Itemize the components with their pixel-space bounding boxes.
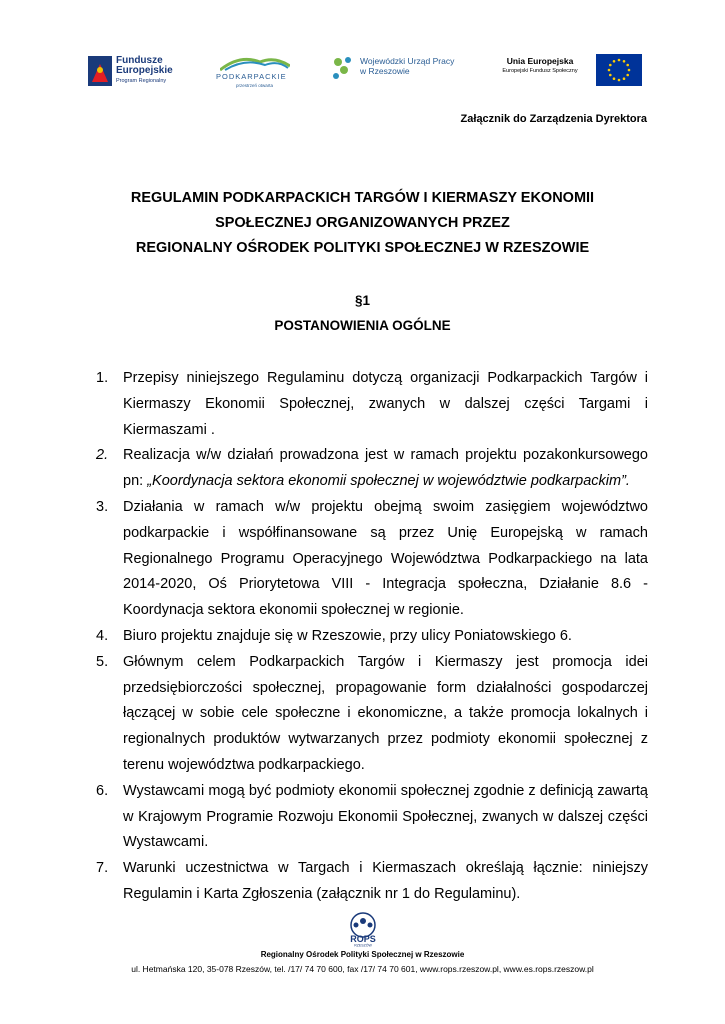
podkarpackie-text: PODKARPACKIE — [216, 72, 287, 81]
footer-address: ul. Hetmańska 120, 35-078 Rzeszów, tel. /17/ 74 70 600, fax /17/ 74 70 601, www.rops.rzeszow.pl, www.es.rops.rzeszow.pl — [131, 964, 594, 974]
rops-logo-text: ROPS — [350, 934, 376, 944]
fe-line1: Fundusze — [116, 55, 163, 66]
section-title: POSTANOWIENIA OGÓLNE — [274, 318, 451, 333]
title-line2: SPOŁECZNEJ ORGANIZOWANYCH PRZEZ — [215, 215, 510, 231]
wup-line2: w Rzeszowie — [360, 66, 410, 76]
item-text: Głównym celem Podkarpackich Targów i Kiermaszy jest promocja idei przedsiębiorczości społecznej, propagowanie form działalności gospodarczej łączącej w sobie cele społeczne i ekonomiczne, a także promocja lokalnych i regionalnych produktów wytwarzanych przez podmioty ekonomii społecznej z terenu województwa podkarpackiego. — [123, 653, 648, 773]
rops-logo-subtext: RZESZÓW — [354, 943, 372, 947]
podkarpackie-logo — [216, 50, 296, 96]
logo-bar — [88, 50, 648, 96]
title-line1: REGULAMIN PODKARPACKICH TARGÓW I KIERMASZY EKONOMII — [130, 190, 595, 206]
item-number: 1. — [96, 370, 109, 386]
list-item — [96, 366, 648, 443]
provisions-list — [96, 366, 648, 908]
item-number: 2. — [96, 447, 109, 464]
document-title — [0, 186, 725, 261]
list-item — [96, 856, 648, 908]
footer-organization: Regionalny Ośrodek Polityki Społecznej w Rzeszowie — [260, 950, 465, 959]
wup-leaf-icon — [330, 54, 356, 84]
section-number: §1 — [354, 293, 371, 308]
fe-line2: Europejskie — [116, 65, 173, 76]
rops-logo-icon — [340, 911, 386, 947]
fe-mark-icon — [88, 56, 112, 86]
list-item — [96, 650, 648, 779]
list-item — [96, 443, 648, 495]
item-number: 6. — [96, 782, 109, 799]
item-number: 3. — [96, 498, 109, 515]
item-text: Wystawcami mogą być podmioty ekonomii społecznej zgodnie z definicją zawartą w Krajowym Programie Rozwoju Ekonomii Społecznej, zwanych w dalszej części Wystawcami. — [123, 782, 648, 851]
item-number: 5. — [96, 653, 109, 670]
eu-line2: Europejski Fundusz Społeczny — [502, 68, 578, 74]
attachment-note: Załącznik do Zarządzenia Dyrektora — [460, 113, 647, 125]
list-item — [96, 624, 648, 650]
item-number: 7. — [96, 860, 109, 877]
item-text: Realizacja w/w działań prowadzona jest w ramach projektu pozakonkursowego pn: — [123, 447, 648, 490]
wup-logo — [330, 50, 480, 96]
fe-line3: Program Regionalny — [116, 78, 167, 84]
wup-line1: Wojewódzki Urząd Pracy — [360, 56, 455, 66]
eu-logo — [490, 50, 650, 96]
item-text: Warunki uczestnictwa w Targach i Kiermaszach określają łącznie: niniejszy Regulamin i Karta Zgłoszenia (załącznik nr 1 do Regulaminu). — [123, 860, 648, 902]
list-item — [96, 495, 648, 624]
eu-line1: Unia Europejska — [506, 56, 574, 66]
item-text: Przepisy niniejszego Regulaminu dotyczą organizacji Podkarpackich Targów i Kiermaszy Ekonomii Społecznej, zwanych w dalszej części Targami i Kiermaszami . — [123, 370, 648, 438]
podkarpackie-subtitle: przestrzeń otwarta — [236, 83, 274, 88]
list-item — [96, 779, 648, 856]
item-text: Biuro projektu znajduje się w Rzeszowie, przy ulicy Poniatowskiego 6. — [123, 627, 572, 644]
item-number: 4. — [96, 627, 109, 644]
eu-flag-icon — [596, 54, 642, 86]
fundusze-europejskie-logo — [88, 50, 198, 96]
mountains-icon — [220, 52, 290, 72]
item-text: Działania w ramach w/w projektu obejmą swoim zasięgiem województwo podkarpackie i współfinansowane są przez Unię Europejską w ramach Regionalnego Programu Operacyjnego Województwa Podkarpackiego na lata 2014-2020, Oś Priorytetowa VIII - Integracja społeczna, Działanie 8.6 - Koordynacja sektora ekonomii społecznej w regionie. — [123, 498, 648, 619]
project-name: „Koordynacja sektora ekonomii społecznej w województwie podkarpackim”. — [147, 473, 630, 490]
title-line3: REGIONALNY OŚRODEK POLITYKI SPOŁECZNEJ W RZESZOWIE — [135, 240, 590, 256]
